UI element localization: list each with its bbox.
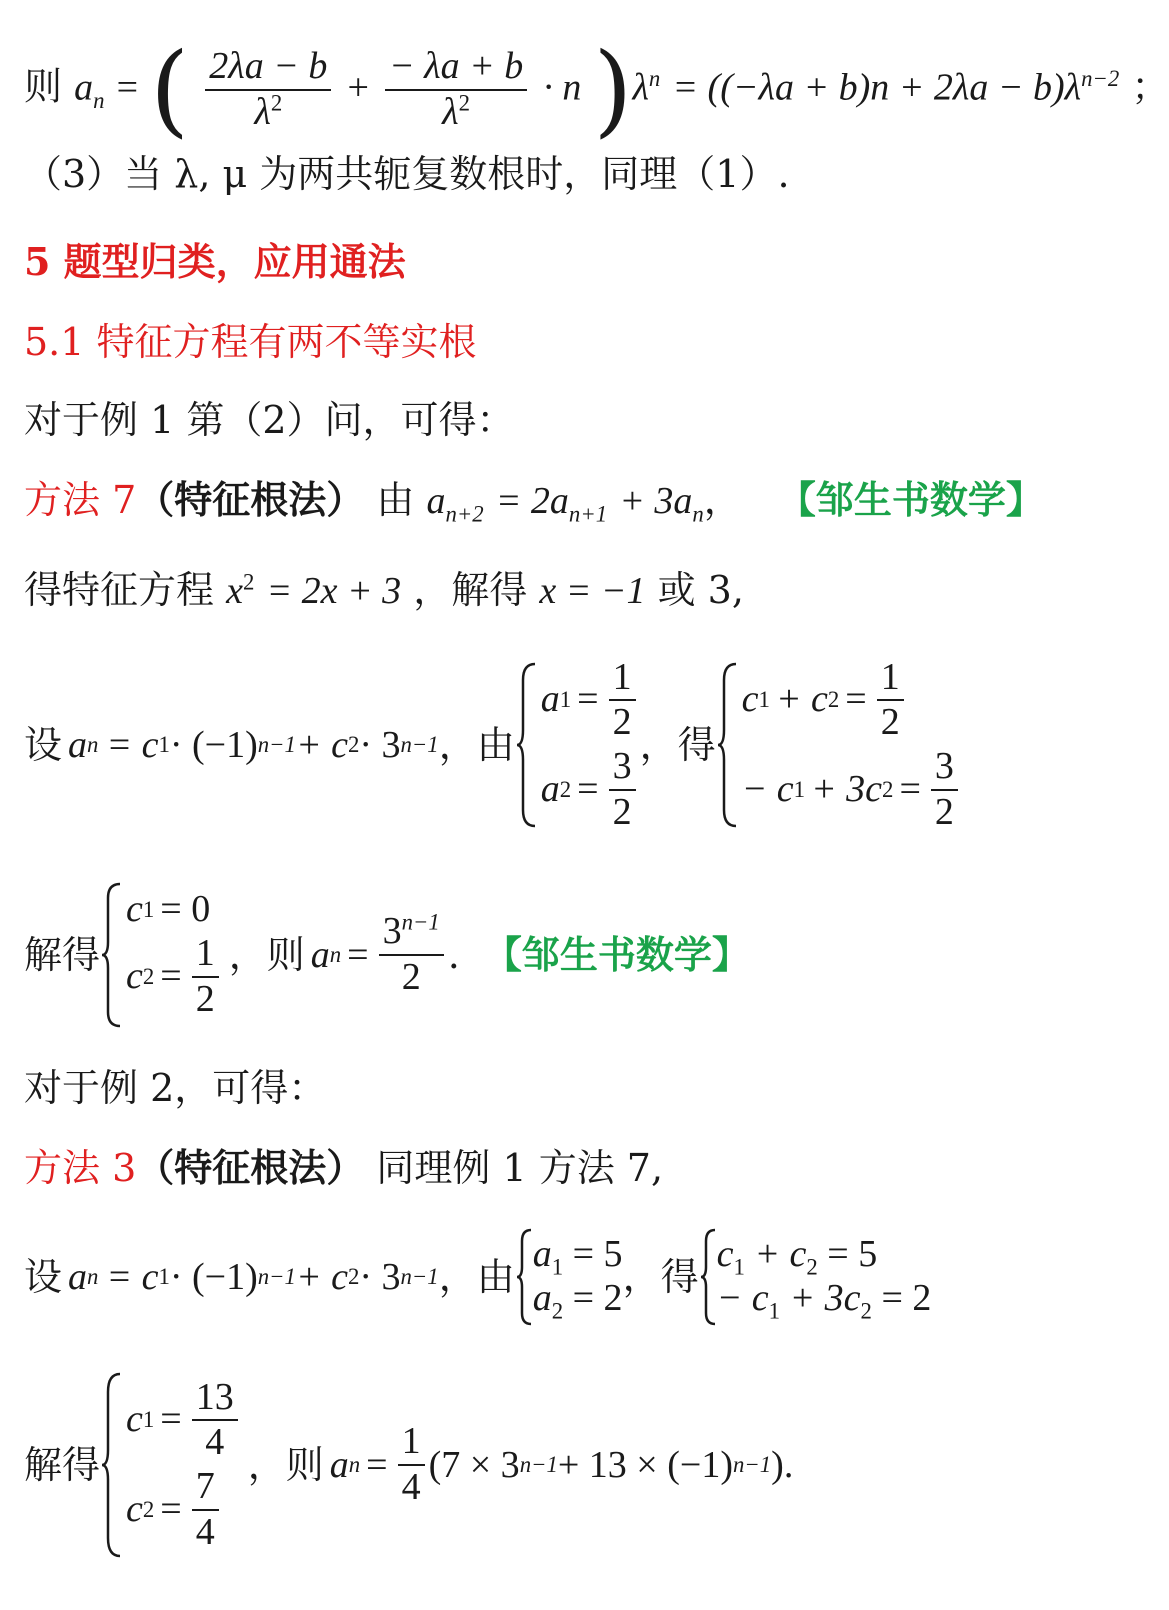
text-line-conjugate: （3）当 λ, μ 为两共轭复数根时，同理（1）. [24, 152, 790, 196]
math-c: c [126, 1398, 143, 1441]
fraction [609, 745, 636, 834]
math-a: a [310, 934, 330, 976]
frac-num: 1 [877, 656, 904, 702]
text-by: ，由 [438, 1255, 515, 1299]
math-sub: 1 [551, 1254, 564, 1280]
math-plus-3c: + 3c [811, 767, 883, 810]
text-ze: 则 [24, 64, 63, 109]
math-sub: 2 [551, 1298, 564, 1324]
frac-den: 4 [401, 1466, 421, 1508]
math-c: c [741, 678, 759, 721]
math-minus-c: − c [716, 1277, 769, 1319]
math-mid: = 2a [495, 480, 569, 522]
math-sub: n+1 [568, 501, 608, 527]
fraction [877, 656, 904, 745]
math-mid: · (−1) [169, 724, 258, 766]
math-eq: = [366, 1444, 388, 1486]
math-eq: = [160, 1398, 182, 1441]
math-a: a [540, 767, 560, 810]
math-value: = 0 [160, 888, 211, 931]
fraction [931, 745, 958, 834]
text-line-example-1: 对于例 1 第（2）问，可得： [24, 398, 515, 442]
math-c: = c [106, 724, 159, 766]
text: 或 3, [657, 568, 744, 612]
text-then: ，则 [247, 1443, 324, 1487]
left-brace-icon [100, 880, 122, 1030]
frac-den: 2 [195, 977, 215, 1020]
text: 得特征方程 [24, 568, 215, 612]
solve-line-2: 解得 c 1 = $\frac{13}{4}$ c 2 = $\frac{7}{4}$ ，则 a n = $\frac{1}{4}$ (7 × 3 n−1 + 13 × (−1) n−1 ). [24, 1370, 793, 1560]
math-sol: x = −1 [539, 570, 646, 612]
text-jiede: 解得 [24, 933, 101, 977]
math-body: + 13 × (−1) [557, 1444, 733, 1486]
frac-den: 2 [612, 701, 632, 744]
math-a: a [329, 1444, 349, 1486]
math-body: (7 × 3 [428, 1444, 520, 1486]
frac-num: 7 [192, 1465, 219, 1511]
math-a: a [540, 678, 560, 721]
text-she: 设 [24, 723, 63, 767]
fraction [192, 1376, 238, 1465]
frac-den-sup: 2 [458, 90, 471, 116]
math-eq: = [845, 678, 867, 721]
math-plus: + [347, 66, 369, 109]
math-c: c [126, 1487, 143, 1530]
frac-den-sup: 2 [270, 90, 283, 116]
math-lambda: λ [632, 66, 649, 109]
math-close: ). [771, 1444, 794, 1486]
math-a: a [68, 1256, 88, 1298]
system-solution-2 [126, 1376, 242, 1555]
math-rhs: = ((−λa + b)n + 2λa − b)λ [672, 66, 1082, 109]
math-eq: = [160, 1487, 182, 1530]
math-sup: n−2 [1081, 65, 1120, 91]
math-a: a [532, 1277, 552, 1319]
text-dot: . [447, 933, 460, 977]
system-row-a1 [532, 1233, 623, 1280]
text-comma: ， [703, 478, 742, 522]
text-line-example-2: 对于例 2，可得： [24, 1066, 327, 1110]
frac-den [250, 91, 286, 135]
math-value: = 2 [572, 1277, 623, 1319]
fraction-result [379, 910, 444, 999]
math-x: x [226, 570, 243, 612]
fraction [192, 1465, 219, 1554]
math-c: = c [106, 1256, 159, 1298]
system-solution-1 [126, 888, 223, 1021]
frac-num [379, 910, 444, 956]
text-by: ，由 [438, 723, 515, 767]
math-sup: 2 [242, 569, 255, 595]
math-sup: n−1 [401, 909, 440, 935]
text-de: 得 [677, 723, 716, 767]
math-a: a [532, 1233, 552, 1276]
method-label: 方法 7 [24, 478, 137, 522]
section-heading-5: 5 题型归类，应用通法 [24, 239, 406, 284]
system-row-a2 [532, 1277, 623, 1324]
math-sub: 2 [860, 1298, 872, 1324]
system-row-1 [716, 1233, 932, 1280]
frac-num: 3 [609, 745, 636, 791]
frac-den: 2 [612, 790, 632, 833]
system-initial [541, 656, 640, 835]
frac-den-lambda: λ [254, 91, 271, 133]
system-row-c1: c 1 = $\frac{13}{4}$ [126, 1376, 242, 1465]
frac-den: 2 [401, 956, 421, 998]
setup-line-1: 设 a n = c 1 · (−1) n−1 + c 2 · 3 n−1 ，由 a 1 = $\frac{1}{2}$ a 2 = $\frac{3}{2}$ ， 得 c 1 + c 2 = $\frac{1}{2}$ − c 1 + 3c 2 = $\frac{3}{2}$ [24, 655, 962, 835]
math-plus-3c: + 3c [789, 1277, 861, 1319]
watermark-label: 【邹生书数学】 [777, 477, 1044, 522]
frac-num: 1 [192, 932, 219, 978]
watermark-label: 【邹生书数学】 [483, 932, 750, 977]
frac-num: 13 [192, 1376, 238, 1422]
math-plus-c: + c [775, 678, 828, 721]
math-a: a [68, 724, 88, 766]
text-semicolon: ； [1131, 64, 1169, 109]
math-c: c [126, 888, 143, 931]
frac-den-lambda: λ [442, 91, 459, 133]
frac-den: 2 [880, 701, 900, 744]
system-row-a1: a 1 = $\frac{1}{2}$ [541, 656, 640, 745]
math-eq: = 2x + 3 [266, 570, 402, 612]
math-mid: · (−1) [169, 1256, 258, 1298]
system-row-c1: c 1 = 0 [126, 888, 211, 931]
math-eq: = [899, 767, 921, 810]
math-mid: + c [295, 1256, 348, 1298]
left-brace-icon [515, 660, 537, 830]
system-row-2 [716, 1277, 932, 1324]
system-initial-2 [532, 1233, 623, 1324]
math-plus-c: + c [754, 1233, 807, 1276]
system-coefficients [742, 656, 962, 835]
math-value: = 2 [881, 1277, 932, 1319]
text-de: 得 [660, 1255, 699, 1299]
text-jiede: 解得 [24, 1443, 101, 1487]
formula-line-an-lambda [24, 31, 1169, 148]
math-dot-n: · n [543, 66, 582, 109]
left-brace-icon [515, 1227, 533, 1327]
text: 同理例 1 方法 7, [376, 1146, 664, 1190]
frac-num: 2λa − b [205, 45, 331, 91]
text-by: 由 [376, 478, 415, 522]
math-c: c [716, 1233, 734, 1276]
system-row-a2: a 2 = $\frac{3}{2}$ [541, 745, 640, 834]
method-3-line [24, 1144, 663, 1192]
text-she: 设 [24, 1255, 63, 1299]
math-sub: 2 [806, 1254, 818, 1280]
frac-den: 4 [195, 1510, 215, 1553]
math-sub: n [692, 501, 704, 527]
frac-den [438, 91, 474, 135]
math-eq: = [347, 934, 369, 976]
system-row-1: c 1 + c 2 = $\frac{1}{2}$ [742, 656, 962, 745]
math-mid: · 3 [359, 724, 401, 766]
method-name: （特征根法） [136, 477, 365, 522]
math-eq: = [577, 678, 599, 721]
math-sup: n [648, 65, 661, 91]
fraction [192, 932, 219, 1021]
math-c: c [126, 955, 143, 997]
text-then: ，则 [228, 933, 305, 977]
fraction-2 [385, 45, 527, 134]
math-eq: = [577, 767, 599, 810]
system-row-c2: c 2 = $\frac{7}{4}$ [126, 1465, 242, 1554]
setup-line-2: 设 a n = c 1 · (−1) n−1 + c 2 · 3 n−1 ，由 $a_1 = 5$ $a_2 = 2$ ， 得 $c_1 + c_2 = 5$ − $c_1 + 3c_2 = 2$ [24, 1222, 931, 1332]
text-comma: ， [639, 723, 678, 767]
frac-den: 2 [934, 790, 954, 833]
math-sub: 1 [768, 1298, 781, 1324]
text: ，解得 [413, 568, 528, 612]
section-heading-5-1: 5.1 特征方程有两不等实根 [24, 320, 477, 364]
math-a: a [426, 480, 446, 522]
text-comma: ， [622, 1255, 661, 1299]
math-tail: + 3a [619, 480, 693, 522]
method-label: 方法 3 [24, 1146, 137, 1190]
math-value: = 5 [572, 1233, 623, 1276]
frac-den: 4 [205, 1421, 225, 1464]
system-row-c2: c 2 = $\frac{1}{2}$ [126, 932, 223, 1021]
system-coefficients-2 [716, 1233, 932, 1324]
math-sub: 1 [733, 1254, 745, 1280]
frac-num: 1 [609, 656, 636, 702]
math-eq: = [160, 955, 182, 997]
math-mid: + c [295, 724, 348, 766]
frac-num: 3 [931, 745, 958, 791]
fraction-1 [205, 45, 331, 134]
math-sub: n+2 [445, 501, 484, 527]
system-row-2: − c 1 + 3c 2 = $\frac{3}{2}$ [742, 745, 962, 834]
characteristic-equation-line [24, 566, 744, 615]
math-value: = 5 [827, 1233, 878, 1276]
left-brace-icon [716, 660, 738, 830]
left-brace-icon [699, 1227, 717, 1327]
left-paren: ( [150, 31, 190, 148]
method-name: （特征根法） [136, 1145, 365, 1190]
right-paren: ) [593, 31, 633, 148]
frac-num: − λa + b [385, 45, 527, 91]
fraction [609, 656, 636, 745]
left-brace-icon [100, 1370, 122, 1560]
math-eq: = [116, 66, 139, 109]
math-mid: · 3 [359, 1256, 401, 1298]
math-minus-c: − c [741, 767, 794, 810]
math-sub: n [93, 88, 105, 114]
solve-line-1: 解得 c 1 = 0 c 2 = $\frac{1}{2}$ ，则 a n = $\frac{3^{n-1}}{2}$ . 【邹生书数学】 [24, 880, 750, 1030]
method-7-line [24, 476, 1044, 525]
math-a: a [74, 66, 94, 109]
fraction-quarter [398, 1420, 425, 1509]
frac-num-base: 3 [382, 910, 402, 953]
frac-num: 1 [398, 1420, 425, 1466]
